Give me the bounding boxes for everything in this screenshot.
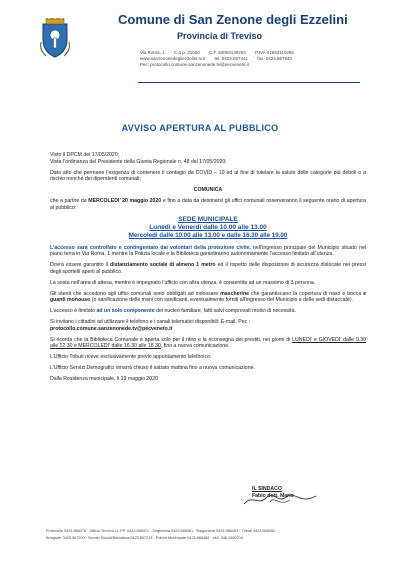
footer-phone-directory xyxy=(46,528,366,542)
header-contacts xyxy=(140,50,302,68)
municipality-title: Comune di San Zenone degli Ezzelini xyxy=(118,12,348,27)
footer-entry: Segreteria 0423.968461 xyxy=(152,529,194,533)
dato-atto-text: Dato atto che permane l’esigenza di contenere il contagio da COVID – 19 ed al fine di tutelare la salute delle categorie più deboli o a rischio nonché dei dipendenti comunali; xyxy=(50,169,366,183)
footer-entry: Ragioneria 0423.968463 xyxy=(196,529,239,533)
website-link[interactable]: www.sanzenonedegliezzelini.tv.it xyxy=(140,56,206,61)
pec-email-link[interactable]: Pec: protocollo.comune.sanzenonede.tv@pecveneto.it xyxy=(140,62,249,67)
comunica-heading: COMUNICA xyxy=(193,187,223,194)
start-intro-text: che a partire da xyxy=(50,197,87,204)
paragraph xyxy=(50,308,366,315)
limit-outro-text: del nucleo familiare, fatti salvi comprovati motivi di necessità. xyxy=(156,308,296,315)
header-divider xyxy=(138,82,360,83)
paragraph xyxy=(50,291,366,305)
single-member-text: ad un solo componente xyxy=(96,308,155,315)
paragraph xyxy=(50,354,366,361)
tributi-text: L’Ufficio Tributi riceve esclusivamente previo appuntamento telefonico. xyxy=(50,354,212,361)
footer-entry: Servizi Sociali/Biblioteca 0423.567213 xyxy=(88,536,153,540)
contacts-row xyxy=(140,62,302,68)
footer-entry: Anagrafe 0423.567000 xyxy=(46,536,85,540)
paragraph xyxy=(50,280,366,287)
access-control-text: L’accesso sarà controllato e contingentato dai volontari della protezione civile, xyxy=(50,244,251,251)
gloves-text: e guanti monouso xyxy=(50,290,367,304)
access-detail-text: nell’ingresso principale del Municipio situato nel piano terra in Via Roma, 1 mentre la Polizia locale e la Biblioteca garantiranno autonomamente l’accesso limitato all’utenza. xyxy=(50,244,366,258)
paragraph xyxy=(50,337,366,351)
paragraph xyxy=(50,159,366,166)
footer-row: Anagrafe 0423.567000 · Servizi Sociali/Biblioteca 0423.567213 · Polizia Municipale 0423.968465 · cell. 348.1000704 xyxy=(46,536,243,540)
footer-entry: Ufficio Tecnico LL.PP. 0423.968471 xyxy=(89,529,150,533)
address-text: Via Roma, 1 xyxy=(140,50,165,55)
fax-text: fax. 0423.567840 xyxy=(257,56,293,61)
province-subtitle: Provincia di Treviso xyxy=(177,31,263,41)
library-days-text: LUNEDI’ e GIOVEDI’ dalle 9.30 alle 12.30 e MERCOLEDI’ dalle 16.30 alle 18.30 xyxy=(50,336,366,350)
limit-intro-text: L’accesso è limitato xyxy=(50,308,95,315)
phone-text: tel. 0423.567441 xyxy=(214,56,248,61)
paragraph xyxy=(50,245,366,259)
footer-entry: Protocollo 0423.968478 xyxy=(46,529,87,533)
fiscal-code-text: C.F. 83003130263 xyxy=(209,50,246,55)
distance-intro-text: Dovrà essere garantito il xyxy=(50,262,108,269)
paragraph xyxy=(50,198,366,212)
contact-channels-text: Si invitano i cittadini ad utilizzare il telefono e i canali telematici disponibili: E-mail, Pec : xyxy=(50,318,251,325)
distance-outro-text: ed il rispetto delle disposizioni di sicurezza dislocate nei pressi degli sportelli aperti al pubblico. xyxy=(50,262,366,275)
masks-text: mascherine xyxy=(220,290,250,297)
start-date-text: MERCOLEDI’ 20 maggio 2020 xyxy=(88,197,162,204)
footer-entry: cell. 348.1000704 xyxy=(212,536,243,540)
paragraph xyxy=(50,376,366,383)
paragraph xyxy=(50,319,366,326)
start-outro-text: e fino a data da destinarsi gli uffici comunali osserveranno il seguente orario di apertura al pubblico: xyxy=(50,197,367,211)
sede-heading: SEDE MUNICIPALE xyxy=(178,215,238,223)
vat-text: P.IVA 01933110266 xyxy=(255,50,294,55)
distance-rule-text: distanziamento sociale di almeno 1 metro xyxy=(110,262,216,269)
visto-dpcm-text: Visto il DPCM del 17/05/2020; xyxy=(50,152,120,158)
footer-row: Protocollo 0423.968478 · Ufficio Tecnico LL.PP. 0423.968471 · Segreteria 0423.968461 · Ragioneria 0423.968463 · Tributi 0423.968262 xyxy=(46,529,276,533)
pec-address-link[interactable]: protocollo.comune.sanzenonede.tv@pecveneto.it xyxy=(50,325,173,332)
masks-middle-text: che garantiscano la copertura di naso e bocca xyxy=(251,290,362,297)
notice-body xyxy=(50,152,366,387)
vista-ordinanza-text: Vista l’ordinanza del Presidente della Giunta Regionale n. 48 del 17/05/2020; xyxy=(50,158,227,165)
paragraph xyxy=(50,152,366,159)
paragraph xyxy=(50,365,366,372)
library-intro-text: Si ricorda che la Biblioteca Comunale è aperta solo per il ritiro e la riconsegna dei prestiti, nei giorni di xyxy=(50,336,291,343)
handwritten-signature xyxy=(240,492,320,508)
place-date-text: Dalla Residenza municipale, li 19 maggio 2020 xyxy=(50,375,158,382)
cap-text: C.a.p. 31020 xyxy=(173,50,200,55)
municipal-crest-icon xyxy=(40,18,70,58)
hours-line: Mercoledì dalle 10.00 alle 13.00 e dalle 16.30 alle 19.00 xyxy=(128,231,288,239)
footer-entry: Tributi 0423.968262 xyxy=(241,529,276,533)
notice-title: AVVISO APERTURA AL PUBBLICO xyxy=(121,123,279,133)
mayor-name: Fabio dott. Mario xyxy=(252,492,294,499)
masks-intro-text: Gli utenti che accedono agli uffici comunali sono obbligati ad indossare xyxy=(50,290,219,297)
paragraph xyxy=(50,326,366,333)
mayor-role: IL SINDACO xyxy=(252,486,282,492)
hours-line: Lunedì e Venerdì dalle 10.00 alle 13.00 xyxy=(149,223,267,231)
footer-entry: Polizia Municipale 0423.968465 xyxy=(155,536,210,540)
masks-outro-text: (o sanificazione delle mani con sanificanti, eventualmente forniti all’ingresso del Municipio e delle sedi distaccate). xyxy=(91,297,354,304)
opening-hours-block xyxy=(50,216,366,240)
waiting-area-text: La sosta nell’area di attesa, mentre è impegnato l’ufficio con altra utenza, è consentita ad un massimo di 3 persona. xyxy=(50,279,316,286)
paragraph xyxy=(50,170,366,184)
paragraph xyxy=(50,262,366,276)
library-outro-text: , fino a nuova comunicazione. xyxy=(160,343,230,350)
demografici-text: L’Ufficio Servizi Demografici rimarrà chiuso il sabato mattina fino a nuova comunicazione. xyxy=(50,364,255,371)
